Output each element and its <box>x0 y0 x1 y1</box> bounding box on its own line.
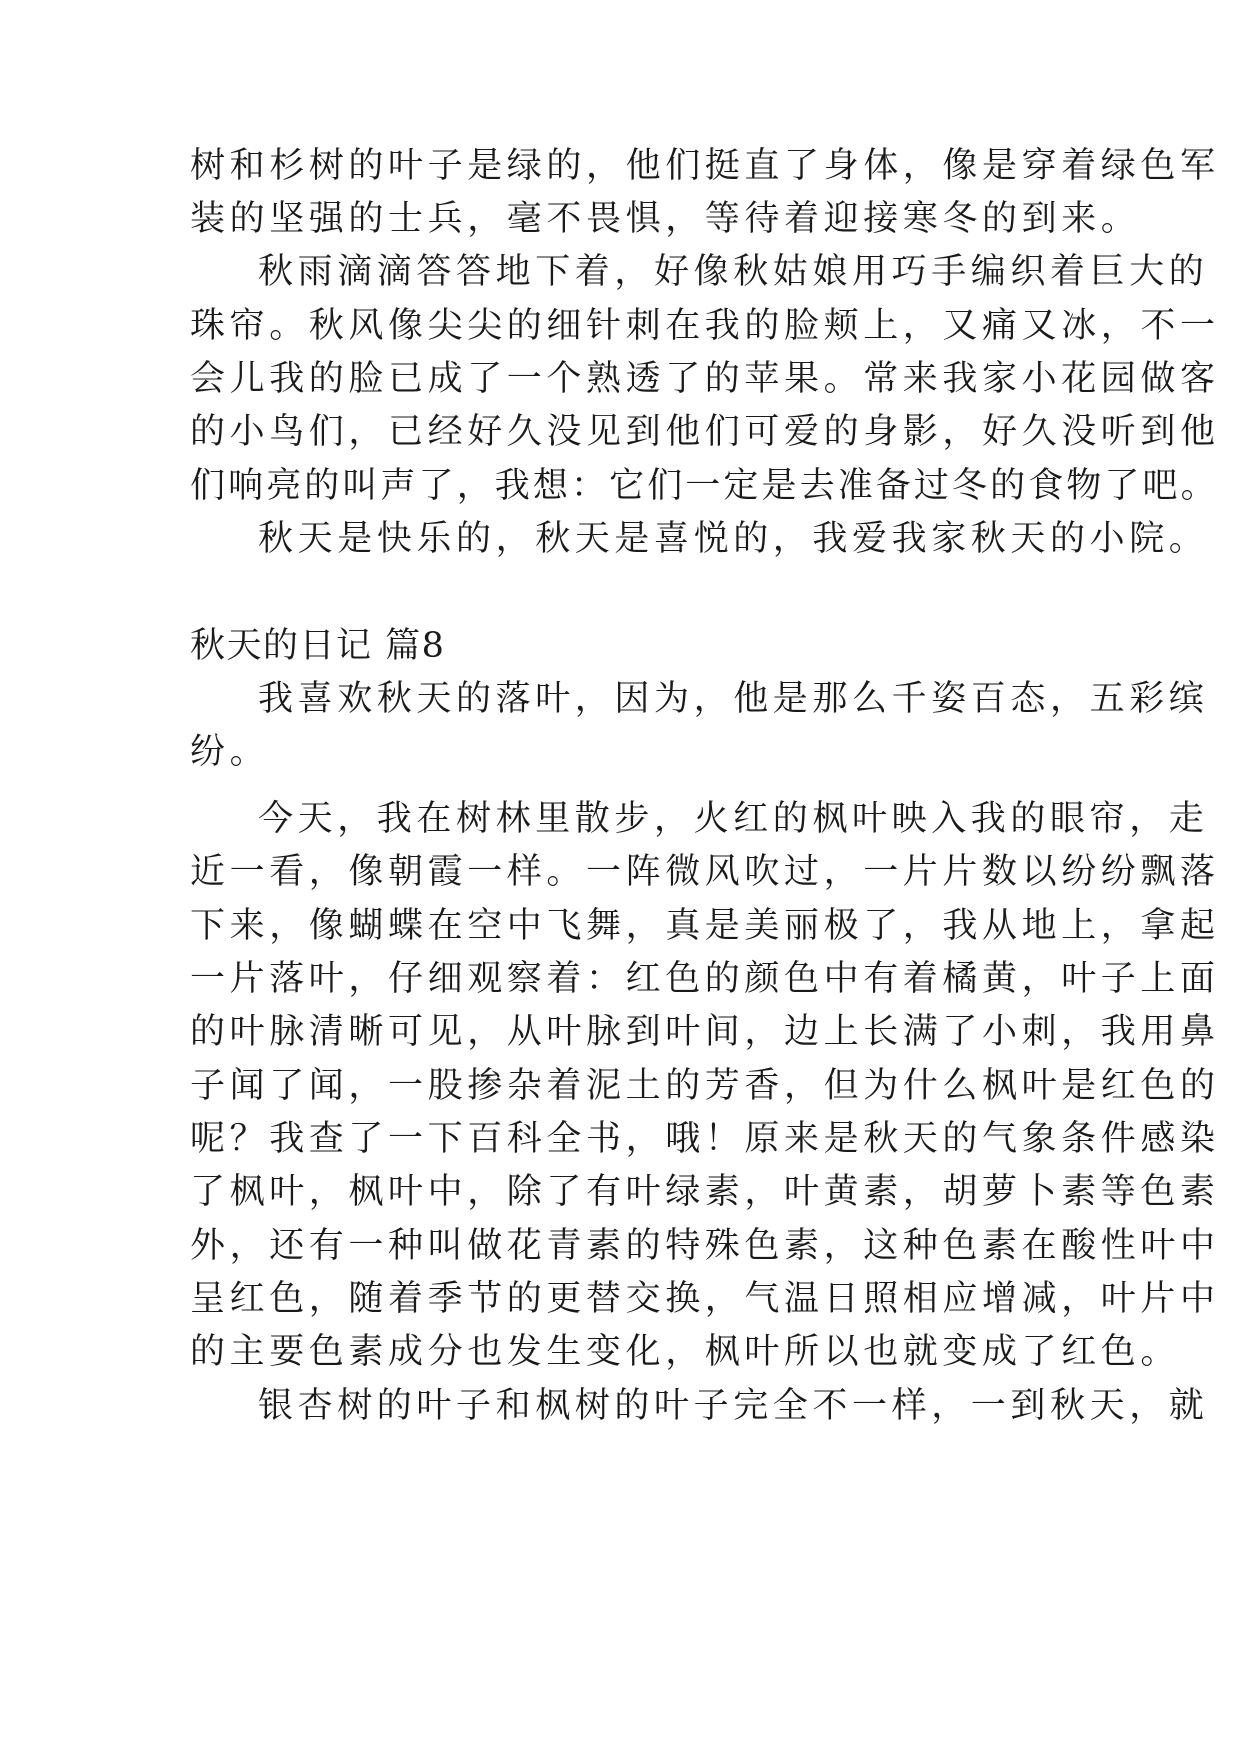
paragraph-line: 今天，我在树林里散步，火红的枫叶映入我的眼帘，走 <box>258 799 1209 839</box>
paragraph-line: 的叶脉清晰可见，从叶脉到叶间，边上长满了小刺，我用鼻 <box>190 1012 1220 1052</box>
paragraph-line: 会儿我的脸已成了一个熟透了的苹果。常来我家小花园做客 <box>190 359 1220 399</box>
paragraph-line: 呈红色，随着季节的更替交换，气温日照相应增减，叶片中 <box>190 1279 1220 1319</box>
paragraph-line: 银杏树的叶子和枫树的叶子完全不一样，一到秋天，就 <box>258 1386 1209 1426</box>
paragraph-line: 我喜欢秋天的落叶，因为，他是那么千姿百态，五彩缤 <box>258 679 1209 719</box>
paragraph-line: 的主要色素成分也发生变化，枫叶所以也就变成了红色。 <box>190 1332 1181 1372</box>
paragraph-line: 下来，像蝴蝶在空中飞舞，真是美丽极了，我从地上，拿起 <box>190 906 1220 946</box>
section-title: 秋天的日记 篇8 <box>190 626 446 666</box>
paragraph-line: 秋天是快乐的，秋天是喜悦的，我爱我家秋天的小院。 <box>258 519 1209 559</box>
paragraph-line: 近一看，像朝霞一样。一阵微风吹过，一片片数以纷纷飘落 <box>190 852 1220 892</box>
paragraph-line: 外，还有一种叫做花青素的特殊色素，这种色素在酸性叶中 <box>190 1226 1220 1266</box>
paragraph-line: 子闻了闻，一股掺杂着泥土的芳香，但为什么枫叶是红色的 <box>190 1066 1220 1106</box>
paragraph-line: 秋雨滴滴答答地下着，好像秋姑娘用巧手编织着巨大的 <box>258 252 1209 292</box>
paragraph-line: 树和杉树的叶子是绿的，他们挺直了身体，像是穿着绿色军 <box>190 146 1220 186</box>
paragraph-line: 了枫叶，枫叶中，除了有叶绿素，叶黄素，胡萝卜素等色素 <box>190 1172 1220 1212</box>
paragraph-line: 呢？我查了一下百科全书，哦！原来是秋天的气象条件感染 <box>190 1119 1220 1159</box>
paragraph-line: 珠帘。秋风像尖尖的细针刺在我的脸颊上，又痛又冰，不一 <box>190 306 1220 346</box>
paragraph-line: 们响亮的叫声了，我想：它们一定是去准备过冬的食物了吧。 <box>190 466 1219 506</box>
paragraph-line: 纷。 <box>190 732 270 772</box>
paragraph-line: 装的坚强的士兵，毫不畏惧，等待着迎接寒冬的到来。 <box>190 199 1141 239</box>
paragraph-line: 的小鸟们，已经好久没见到他们可爱的身影，好久没听到他 <box>190 412 1220 452</box>
paragraph-line: 一片落叶，仔细观察着：红色的颜色中有着橘黄，叶子上面 <box>190 959 1220 999</box>
